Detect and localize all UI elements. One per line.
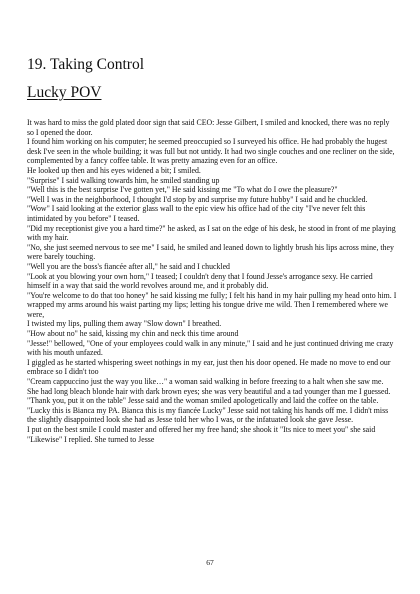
paragraph: I twisted my lips, pulling them away "Slow down" I breathed. <box>27 319 222 329</box>
paragraph: "Surprise" I said walking towards him, he smiled standing up <box>27 175 220 185</box>
paragraph: I found him working on his computer; he seemed preoccupied so I surveyed his office. He had probably the hugest desk I've seen in the whole building; it was full but not untidy. It had two single couches and one recliner on the side, complemented by a fancy coffee table. It was pretty amazing even for an office. <box>27 137 395 166</box>
paragraph: "You're welcome to do that too honey" he said kissing me fully; I felt his hand in my hair pulling my head onto him. I wrapped my arms around his waist parting my lips; letting his tongue drive me wild. Then I remembered where we were, <box>27 290 397 319</box>
paragraph: "Well I was in the neighborhood, I thought I'd stop by and surprise my future hubby" I said and he chuckled. <box>27 194 368 204</box>
paragraph: "Lucky this is Bianca my PA. Bianca this is my fiancée Lucky" Jesse said not taking his hands off me. I didn't miss the slightly disappointed look she had as Jesse told her who I was, or the infatuated look she gave Jesse. <box>27 405 389 425</box>
paragraph: It was hard to miss the gold plated door sign that said CEO: Jesse Gilbert, I smiled and knocked, there was no reply so I opened the door. <box>27 118 390 137</box>
page-number: 67 <box>206 558 214 567</box>
paragraph: She had long bleach blonde hair with dark brown eyes; she was very beautiful and a tad younger than me I guessed. <box>27 386 391 396</box>
chapter-title: 19. Taking Control <box>27 56 145 73</box>
paragraph: I put on the best smile I could master and offered her my free hand; she shook it "Its nice to meet you" she said "Likewise" I replied. She turned to Jesse <box>27 425 376 444</box>
paragraph: "Look at you blowing your own horn," I teased; I couldn't deny that I found Jesse's arrogance sexy. He carried himself in a way that said the world revolves around me, and it probably did. <box>27 271 373 291</box>
paragraph: "How about no" he said, kissing my chin and neck this time around <box>27 329 239 339</box>
paragraph: "Did my receptionist give you a hard time?" he asked, as I sat on the edge of his desk, he stood in front of me playing with my hair. <box>27 223 396 243</box>
chapter-body <box>27 118 397 444</box>
paragraph: "No, she just seemed nervous to see me" I said, he smiled and leaned down to lightly brush his lips across mine, they were barely touching. <box>27 242 394 262</box>
paragraph: "Jesse!" bellowed, "One of your employees could walk in any minute," I said and he just continued driving me crazy with his mouth unfazed. <box>27 338 394 358</box>
pov-heading: Lucky POV <box>27 84 102 101</box>
paragraph: He looked up then and his eyes widened a bit; I smiled. <box>27 165 201 175</box>
paragraph: "Cream cappuccino just the way you like…" a woman said walking in before freezing to a halt when she saw me. <box>27 377 384 387</box>
paragraph: "Well you are the boss's fiancée after all," he said and I chuckled <box>27 261 230 271</box>
paragraph: "Thank you, put it on the table" Jesse said and the woman smiled apologetically and laid the coffee on the table. <box>27 396 379 406</box>
paragraph: I giggled as he started whispering sweet nothings in my ear, just then his door opened. He made no move to end our embrace so I didn't too <box>27 357 391 377</box>
paragraph: "Well this is the best surprise I've gotten yet," He said kissing me "To what do I owe the pleasure?" <box>27 185 338 195</box>
paragraph: "Wow" I said looking at the exterior glass wall to the epic view his office had of the city "I've never felt this intimidated by you before" I teased. <box>27 204 366 223</box>
